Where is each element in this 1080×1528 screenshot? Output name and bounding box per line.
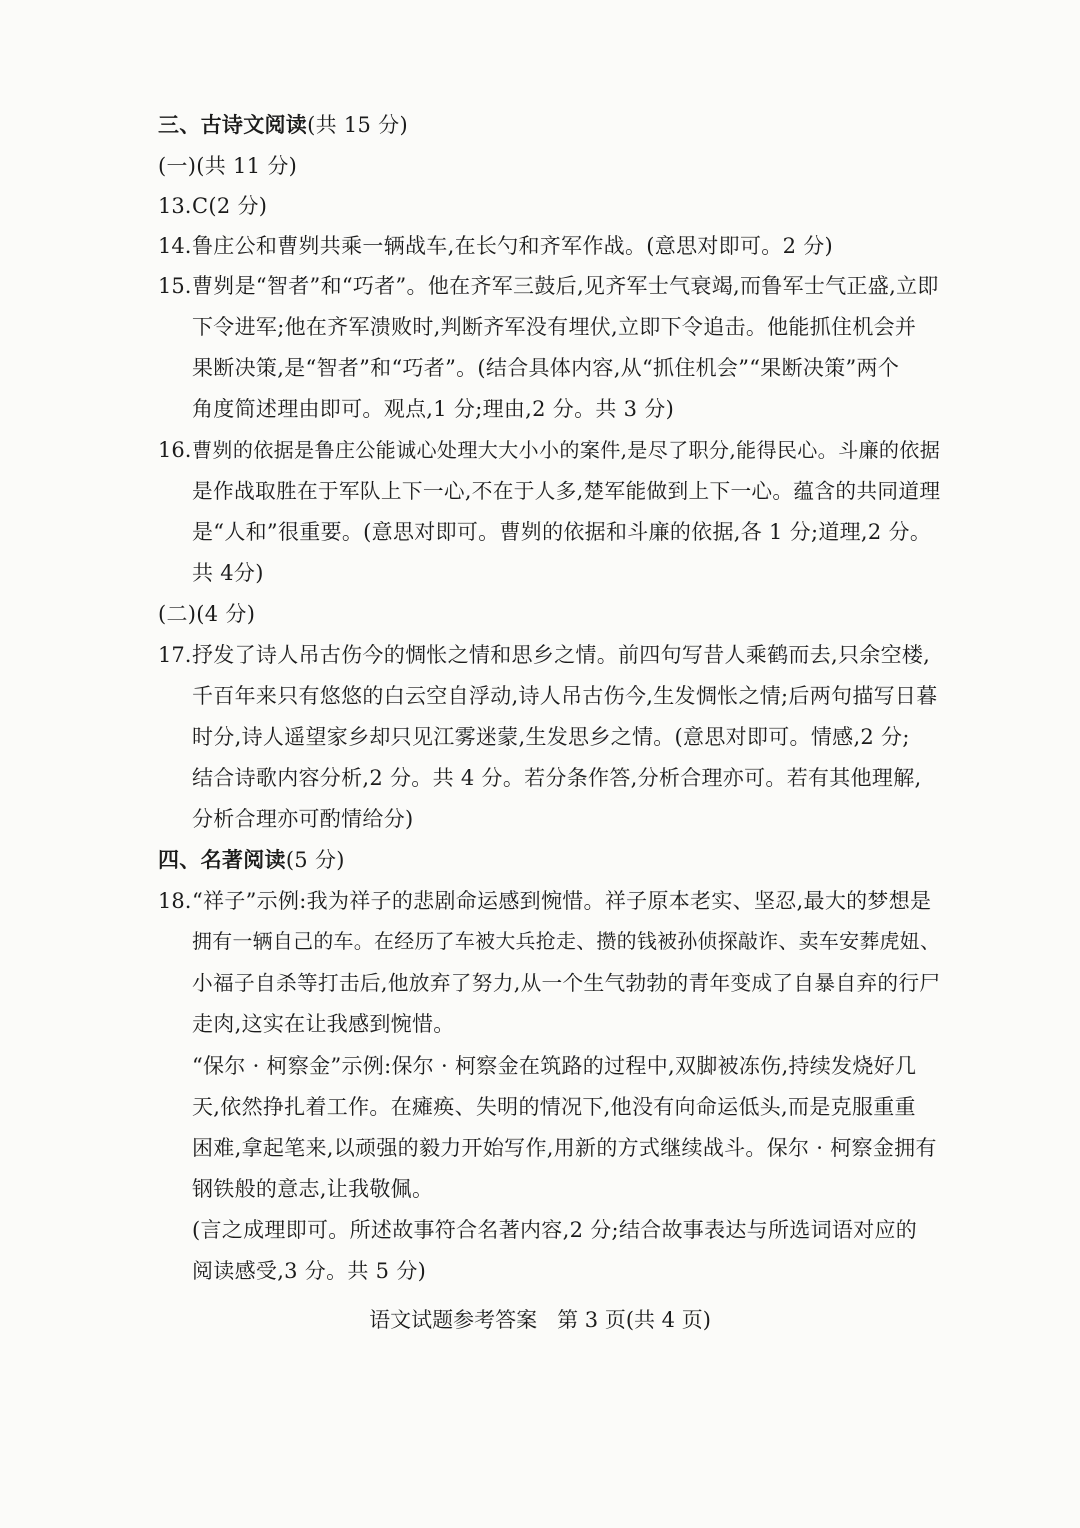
answer-16-line: 共 4分) (192, 561, 264, 585)
answer-17-line: 结合诗歌内容分析,2 分。共 4 分。若分条作答,分析合理亦可。若有其他理解, (192, 766, 922, 790)
answer-18-line: 拥有一辆自己的车。在经历了车被大兵抢走、攒的钱被孙侦探敲诈、卖车安葬虎妞、 (192, 930, 941, 953)
section-heading-3-score: (共 15 分) (307, 113, 408, 137)
section-heading-4 (158, 846, 345, 874)
part-label-1: (一)(共 11 分) (158, 154, 298, 178)
answer-17-line: 分析合理亦可酌情给分) (192, 807, 414, 831)
answer-15-line: 曹刿是“智者”和“巧者”。他在齐军三鼓后,见齐军士气衰竭,而鲁军士气正盛,立即 (192, 274, 939, 298)
section-heading-3-title: 三、古诗文阅读 (158, 113, 308, 137)
answer-15-line: 角度简述理由即可。观点,1 分;理由,2 分。共 3 分) (192, 397, 675, 421)
answer-18-line: “祥子”示例:我为祥子的悲剧命运感到惋惜。祥子原本老实、坚忍,最大的梦想是 (192, 889, 932, 913)
answer-17-line: 抒发了诗人吊古伤今的惆怅之情和思乡之情。前四句写昔人乘鹤而去,只余空楼, (192, 643, 931, 667)
question-number-15: 15. (158, 274, 192, 298)
answer-18-line: “保尔 · 柯察金”示例:保尔 · 柯察金在筑路的过程中,双脚被冻伤,持续发烧好几 (192, 1054, 917, 1078)
answer-18-line: (言之成理即可。所述故事符合名著内容,2 分;结合故事表达与所选词语对应的 (192, 1218, 918, 1242)
answer-17-line: 时分,诗人遥望家乡却只见江雾迷蒙,生发思乡之情。(意思对即可。情感,2 分; (192, 725, 910, 749)
question-number-16: 16. (158, 438, 192, 462)
answer-15-line: 下令进军;他在齐军溃败时,判断齐军没有埋伏,立即下令追击。他能抓住机会并 (192, 315, 917, 339)
answer-18-line: 阅读感受,3 分。共 5 分) (192, 1259, 427, 1283)
page-footer: 语文试题参考答案 第 3 页(共 4 页) (369, 1308, 711, 1332)
answer-13-line: C(2 分) (192, 194, 268, 218)
answer-16-line: 是“人和”很重要。(意思对即可。曹刿的依据和斗廉的依据,各 1 分;道理,2 分。 (192, 520, 932, 544)
answer-14-line: 鲁庄公和曹刿共乘一辆战车,在长勺和齐军作战。(意思对即可。2 分) (192, 234, 833, 258)
section-heading-3 (158, 111, 408, 139)
question-number-18: 18. (158, 889, 192, 913)
answer-16-line: 是作战取胜在于军队上下一心,不在于人多,楚军能做到上下一心。蕴含的共同道理 (192, 479, 941, 503)
answer-18-line: 小福子自杀等打击后,他放弃了努力,从一个生气勃勃的青年变成了自暴自弃的行尸 (192, 971, 941, 995)
section-heading-4-score: (5 分) (285, 848, 345, 872)
answer-18-line: 困难,拿起笔来,以顽强的毅力开始写作,用新的方式继续战斗。保尔 · 柯察金拥有 (192, 1136, 937, 1160)
answer-18-line: 钢铁般的意志,让我敬佩。 (192, 1177, 434, 1201)
question-number-13: 13. (158, 194, 192, 218)
question-number-14: 14. (158, 234, 192, 258)
answer-16-line: 曹刿的依据是鲁庄公能诚心处理大大小小的案件,是尽了职分,能得民心。斗廉的依据 (192, 438, 941, 462)
question-number-17: 17. (158, 643, 192, 667)
part-label-2: (二)(4 分) (158, 602, 256, 626)
answer-17-line: 千百年来只有悠悠的白云空自浮动,诗人吊古伤今,生发惆怅之情;后两句描写日暮 (192, 684, 938, 708)
answer-15-line: 果断决策,是“智者”和“巧者”。(结合具体内容,从“抓住机会”“果断决策”两个 (192, 356, 900, 380)
answer-18-line: 走肉,这实在让我感到惋惜。 (192, 1012, 455, 1036)
answer-18-line: 天,依然挣扎着工作。在瘫痪、失明的情况下,他没有向命运低头,而是克服重重 (192, 1095, 916, 1119)
section-heading-4-title: 四、名著阅读 (158, 848, 286, 872)
